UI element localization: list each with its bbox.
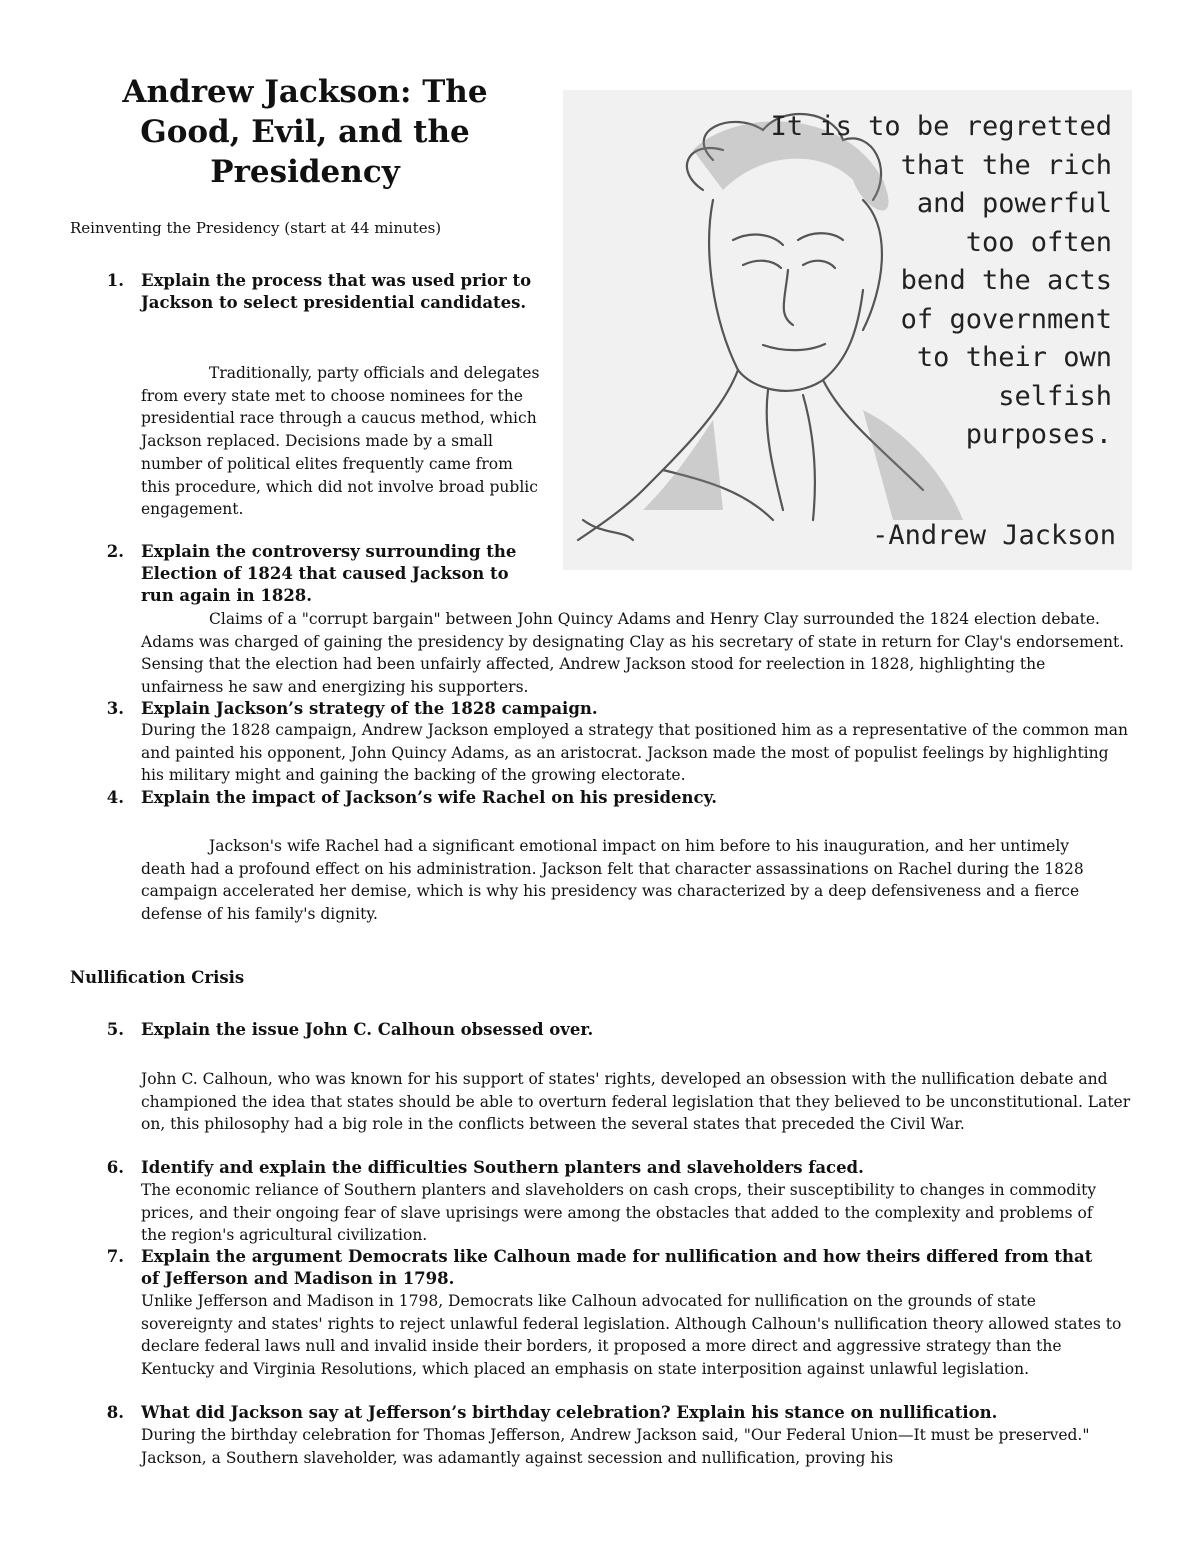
question-number: 8. <box>106 1403 124 1422</box>
answer-text: Jackson's wife Rachel had a significant emotional impact on him before to his inauguration, and her untimely death had a profound effect on his administration. Jackson felt that character assassinations on Rachel during the 1828 campaign accelerated her demise, which is why his presidency was characterized by a deep defensiveness and a fierce defense of his family's dignity. <box>141 837 1084 924</box>
question-text: Explain Jackson’s strategy of the 1828 campaign. <box>141 699 598 718</box>
question-text: What did Jackson say at Jefferson’s birthday celebration? Explain his stance on nullification. <box>141 1403 998 1422</box>
question-number: 4. <box>106 788 124 807</box>
quote-line: It is to be regretted <box>770 111 1112 142</box>
answer-text: John C. Calhoun, who was known for his support of states' rights, developed an obsession with the nullification debate and championed the idea that states should be able to overturn federal legislation that they believed to be unconstitutional. Later on, this philosophy had a big role in the conflicts between the several states that preceded the Civil War. <box>141 1070 1131 1134</box>
page-title: Andrew Jackson: The Good, Evil, and the Presidency <box>122 74 488 190</box>
question-text: Explain the process that was used prior to Jackson to select presidential candidates. <box>141 271 532 312</box>
question-number: 6. <box>106 1158 124 1177</box>
question-text: Explain the controversy surrounding the Election of 1824 that caused Jackson to run again in 1828. <box>141 542 517 605</box>
question-text: Explain the argument Democrats like Calhoun made for nullification and how theirs differed from that of Jefferson and Madison in 1798. <box>141 1247 1093 1288</box>
quote-line: purposes. <box>965 419 1112 450</box>
quote-line: too often <box>965 226 1112 258</box>
answer-text: Claims of a "corrupt bargain" between John Quincy Adams and Henry Clay surrounded the 1824 election debate. Adams was charged of gaining the presidency by designating Clay as his secretary of state in return for Clay's endorsement. Sensing that the election had been unfairly affected, Andrew Jackson stood for reelection in 1828, highlighting the unfairness he saw and energizing his supporters. <box>141 610 1125 697</box>
quote-line: that the rich <box>900 149 1112 181</box>
answer-text: During the 1828 campaign, Andrew Jackson employed a strategy that positioned him as a representative of the common man and painted his opponent, John Quincy Adams, as an aristocrat. Jackson made the most of populist feelings by highlighting his military might and gaining the backing of the growing electorate. <box>141 721 1128 785</box>
question-number: 7. <box>106 1247 124 1266</box>
answer-text: Traditionally, party officials and delegates from every state met to choose nominees for the presidential race through a caucus method, which Jackson replaced. Decisions made by a small number of political elites frequently came from this procedure, which did not involve broad public engagement. <box>141 364 540 519</box>
quote-line: of government <box>900 303 1112 335</box>
question-number: 5. <box>106 1020 124 1039</box>
quote-line: to their own <box>916 342 1112 373</box>
section-heading: Nullification Crisis <box>70 968 245 987</box>
answer-text: Unlike Jefferson and Madison in 1798, Democrats like Calhoun advocated for nullification on the grounds of state sovereignty and states' rights to reject unlawful federal legislation. Although Calhoun's nullification theory allowed states to declare federal laws null and invalid inside their borders, it proposed a more direct and aggressive strategy than the Kentucky and Virginia Resolutions, which placed an emphasis on state interposition against unlawful legislation. <box>141 1292 1122 1379</box>
question-text: Explain the impact of Jackson’s wife Rachel on his presidency. <box>141 788 718 807</box>
quote-text <box>771 108 1112 455</box>
quote-line: selfish <box>998 380 1112 412</box>
question-text: Identify and explain the difficulties Southern planters and slaveholders faced. <box>141 1158 864 1177</box>
quote-image <box>563 90 1132 570</box>
quote-line: and powerful <box>916 188 1112 219</box>
question-number: 3. <box>106 699 124 718</box>
quote-line: bend the acts <box>900 265 1112 296</box>
answer-text: The economic reliance of Southern planters and slaveholders on cash crops, their susceptibility to changes in commodity prices, and their ongoing fear of slave uprisings were among the obstacles that added to the complexity and problems of the region's agricultural civilization. <box>141 1181 1097 1245</box>
question-text: Explain the issue John C. Calhoun obsessed over. <box>141 1020 594 1039</box>
answer-text: During the birthday celebration for Thomas Jefferson, Andrew Jackson said, "Our Federal Union—It must be preserved." Jackson, a Southern slaveholder, was adamantly against secession and nullification, proving his <box>141 1426 1090 1467</box>
subtitle: Reinventing the Presidency (start at 44 minutes) <box>70 219 442 237</box>
question-number: 2. <box>106 542 124 561</box>
question-number: 1. <box>106 271 124 290</box>
quote-author: -Andrew Jackson <box>872 520 1116 551</box>
